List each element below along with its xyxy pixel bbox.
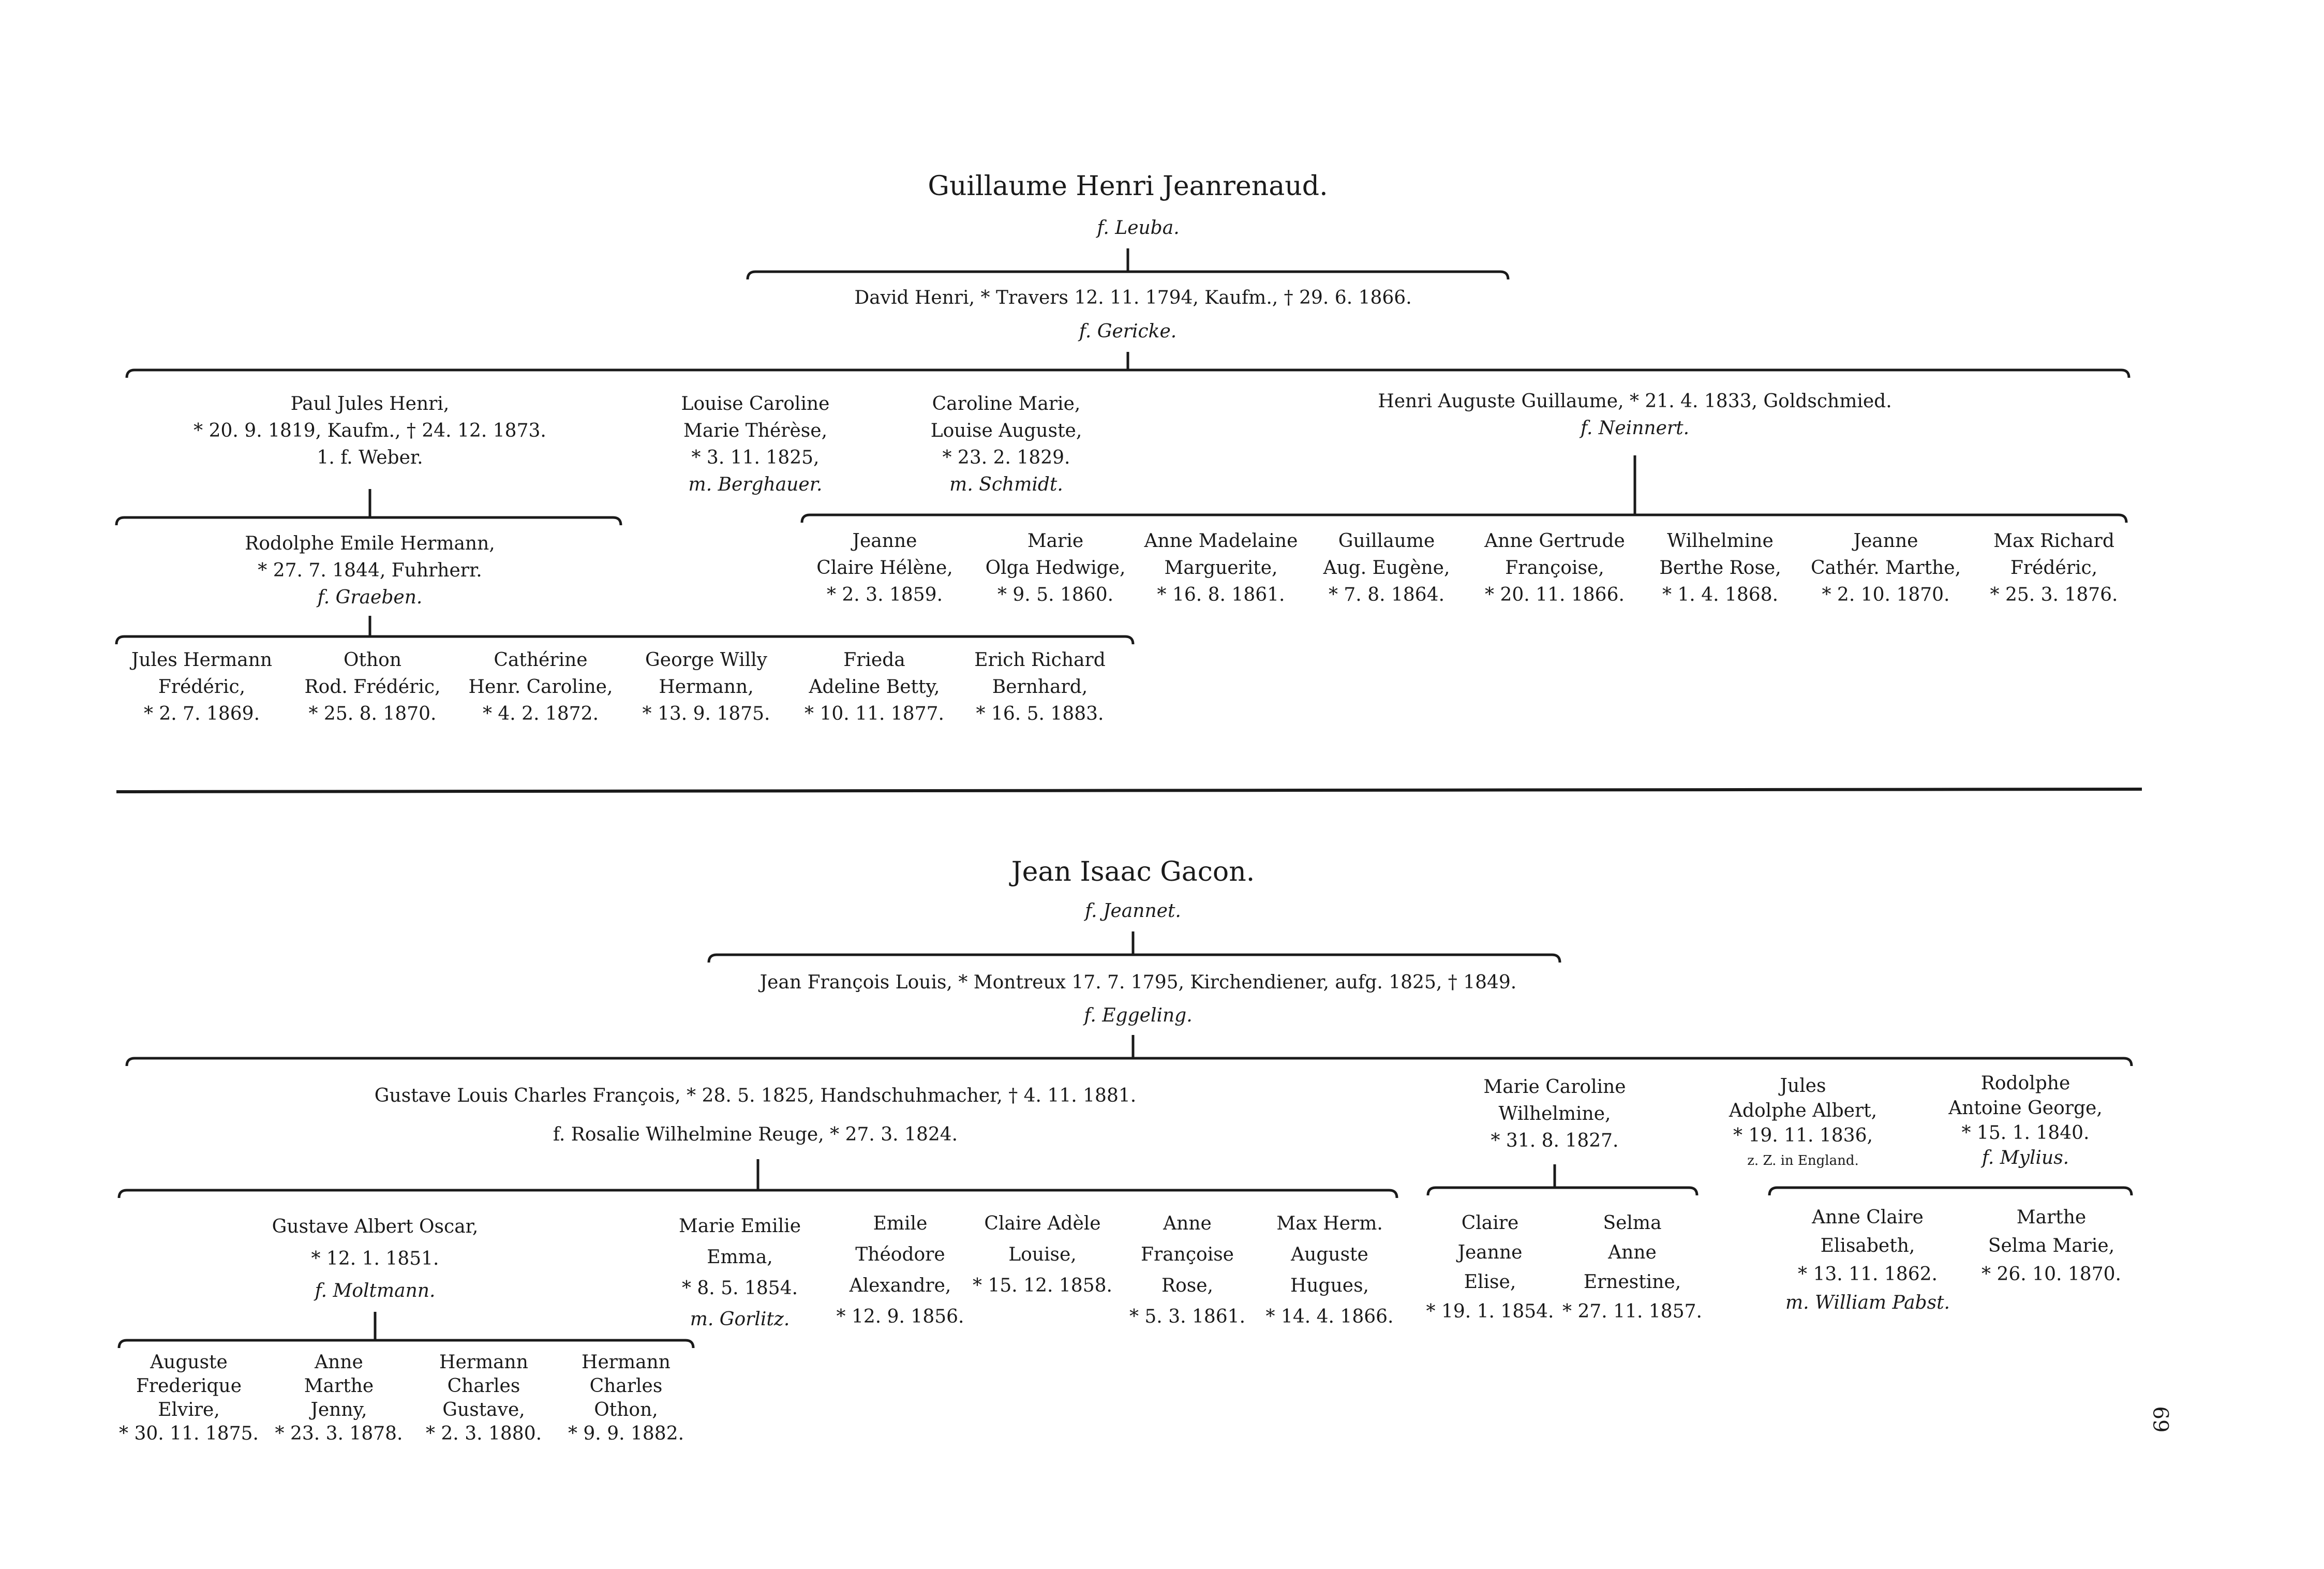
family1-son: David Henri, * Travers 12. 11. 1794, Kaufm., † 29. 6. 1866. [854,287,1412,308]
grandchild-marie-olga: Marie Olga Hedwige, * 9. 5. 1860. [985,530,1126,605]
family2-son: Jean François Louis, * Montreux 17. 7. 1795, Kirchendiener, aufg. 1825, † 1849. [759,972,1517,993]
person-max-herm: Max Herm. Auguste Hugues, * 14. 4. 1866. [1265,1213,1394,1327]
family1-son-spouse: f. Gericke. [1079,321,1177,342]
page-number: 69 [2148,1406,2172,1433]
person-selma-anne: Selma Anne Ernestine, * 27. 11. 1857. [1562,1212,1702,1322]
person-anne-francoise: Anne Françoise Rose, * 5. 3. 1861. [1129,1213,1246,1327]
grandchild-jeanne-cather: Jeanne Cathér. Marthe, * 2. 10. 1870. [1810,530,1961,605]
grandchild-anne-gertrude: Anne Gertrude Françoise, * 20. 11. 1866. [1484,530,1625,605]
person-caroline-marie: Caroline Marie, Louise Auguste, * 23. 2. 1829. m. Schmidt. [930,393,1082,495]
family1-spouse: f. Leuba. [1097,217,1180,239]
person-marie-caroline: Marie Caroline Wilhelmine, * 31. 8. 1827. [1483,1076,1626,1151]
grandchild-anne-madelaine: Anne Madelaine Marguerite, * 16. 8. 1861. [1144,530,1298,605]
person-emile-theodore: Emile Théodore Alexandre, * 12. 9. 1856. [836,1213,964,1327]
person-marthe-selma: Marthe Selma Marie, * 26. 10. 1870. [1982,1207,2121,1285]
family2-son-spouse: f. Eggeling. [1084,1005,1193,1026]
person-anne-marthe: Anne Marthe Jenny, * 23. 3. 1878. [275,1352,403,1444]
grandchild-othon: Othon Rod. Frédéric, * 25. 8. 1870. [304,649,441,724]
family2-spouse: f. Jeannet. [1085,900,1181,922]
person-hermann-othon: Hermann Charles Othon, * 9. 9. 1882. [568,1352,684,1444]
person-claire-adele: Claire Adèle Louise, * 15. 12. 1858. [973,1213,1112,1296]
person-claire-jeanne: Claire Jeanne Elise, * 19. 1. 1854. [1426,1212,1554,1322]
person-marie-emilie: Marie Emilie Emma, * 8. 5. 1854. m. Gorlitz. [678,1216,801,1330]
person-jules-adolphe: Jules Adolphe Albert, * 19. 11. 1836, z. Z. in England. [1729,1075,1878,1168]
grandchild-jeanne-claire: Jeanne Claire Hélène, * 2. 3. 1859. [816,530,953,605]
person-louise-caroline: Louise Caroline Marie Thérèse, * 3. 11. 1825, m. Berghauer. [681,393,830,495]
person-henri-auguste: Henri Auguste Guillaume, * 21. 4. 1833, Goldschmied. f. Neinnert. [1378,391,1892,439]
person-gustave-louis: Gustave Louis Charles François, * 28. 5. 1825, Handschuhmacher, † 4. 11. 1881. f. Rosalie Wilhelmine Reuge, * 27. 3. 1824. [374,1085,1137,1145]
family1-title: Guillaume Henri Jeanrenaud. [928,171,1328,202]
grandchild-wilhelmine: Wilhelmine Berthe Rose, * 1. 4. 1868. [1659,530,1781,605]
grandchild-jules-hermann: Jules Hermann Frédéric, * 2. 7. 1869. [131,649,273,724]
family2-title: Jean Isaac Gacon. [1011,856,1255,887]
grandchild-guillaume-aug: Guillaume Aug. Eugène, * 7. 8. 1864. [1323,530,1450,605]
person-gustave-albert: Gustave Albert Oscar, * 12. 1. 1851. f. Moltmann. [272,1216,479,1301]
grandchild-frieda: Frieda Adeline Betty, * 10. 11. 1877. [805,649,944,724]
grandchild-george-willy: George Willy Hermann, * 13. 9. 1875. [642,649,770,724]
grandchild-erich: Erich Richard Bernhard, * 16. 5. 1883. [974,649,1106,724]
person-rodolphe-antoine: Rodolphe Antoine George, * 15. 1. 1840. f. Mylius. [1948,1073,2103,1168]
grandchild-catherine: Cathérine Henr. Caroline, * 4. 2. 1872. [468,649,613,724]
person-auguste-frederique: Auguste Frederique Elvire, * 30. 11. 1875. [119,1352,259,1444]
person-paul-jules: Paul Jules Henri, * 20. 9. 1819, Kaufm., † 24. 12. 1873. 1. f. Weber. [193,393,546,468]
person-rodolphe-emile: Rodolphe Emile Hermann, * 27. 7. 1844, Fuhrherr. f. Graeben. [245,533,495,608]
grandchild-max-richard: Max Richard Frédéric, * 25. 3. 1876. [1990,530,2118,605]
person-anne-claire: Anne Claire Elisabeth, * 13. 11. 1862. m. William Pabst. [1785,1207,1950,1313]
person-hermann-gustave: Hermann Charles Gustave, * 2. 3. 1880. [425,1352,542,1444]
